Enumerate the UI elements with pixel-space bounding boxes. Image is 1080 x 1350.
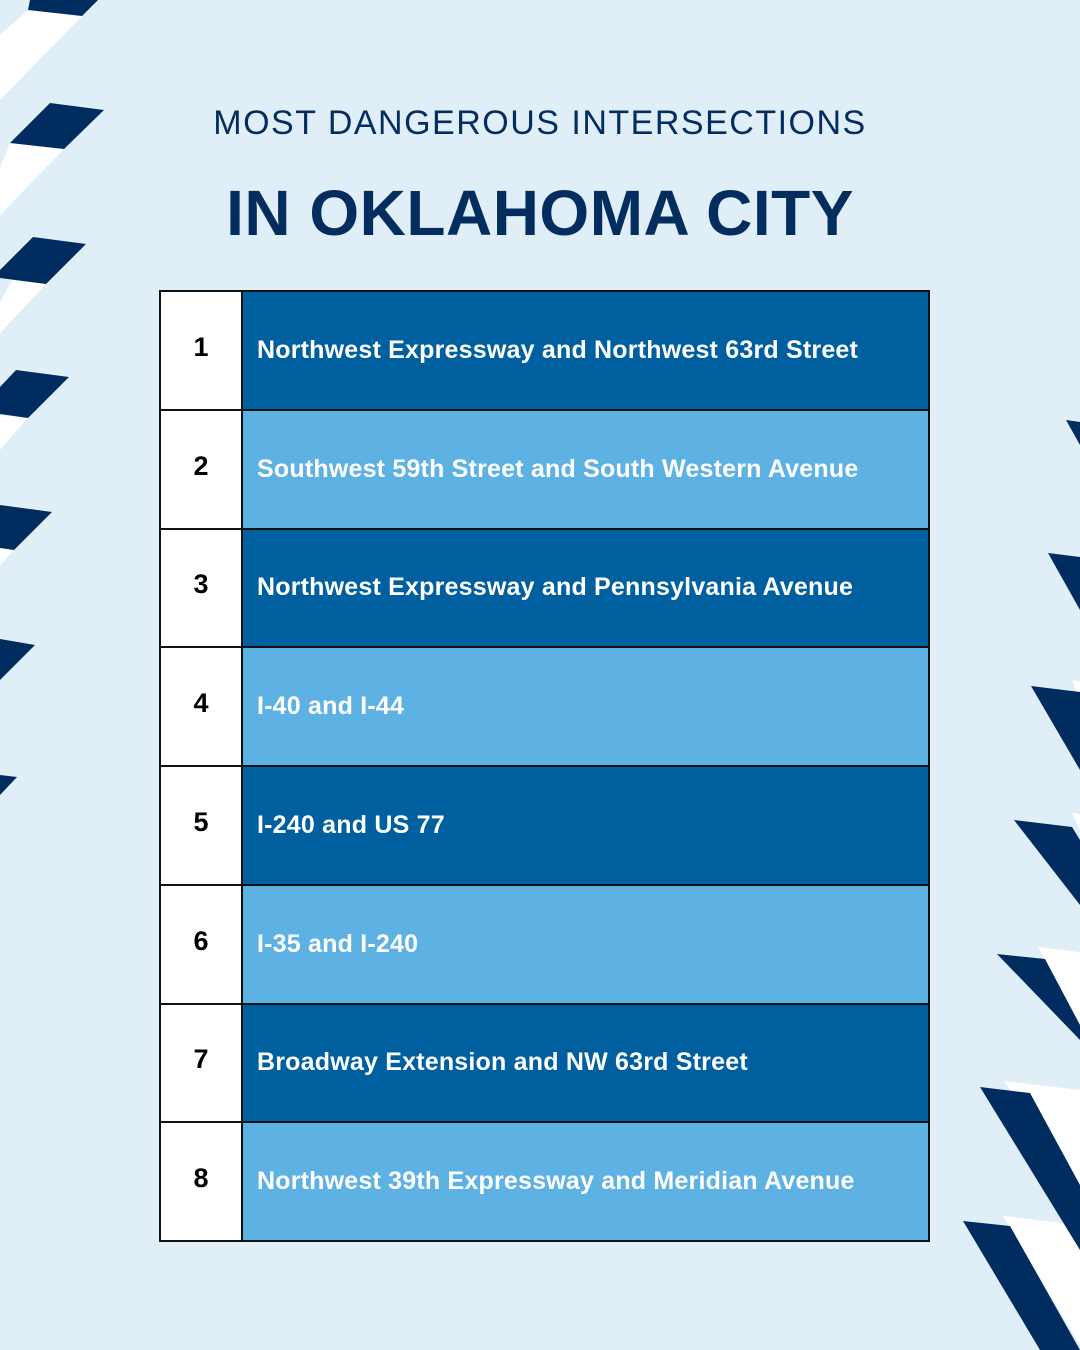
intersection-cell: Northwest 39th Expressway and Meridian Avenue <box>243 1123 928 1240</box>
rank-cell: 7 <box>161 1005 243 1122</box>
page-title: IN OKLAHOMA CITY <box>226 177 854 249</box>
intersections-table <box>159 290 930 1242</box>
rank-cell: 6 <box>161 886 243 1003</box>
table-row <box>161 886 928 1005</box>
table-row <box>161 411 928 530</box>
table-row <box>161 767 928 886</box>
intersection-cell: I-40 and I-44 <box>243 648 928 765</box>
right-stripes-decoration <box>963 420 1080 1350</box>
intersection-cell: Northwest Expressway and Pennsylvania Avenue <box>243 530 928 647</box>
rank-cell: 4 <box>161 648 243 765</box>
rank-cell: 2 <box>161 411 243 528</box>
table-row <box>161 530 928 649</box>
intersection-cell: Northwest Expressway and Northwest 63rd Street <box>243 292 928 409</box>
rank-cell: 1 <box>161 292 243 409</box>
rank-cell: 8 <box>161 1123 243 1240</box>
rank-cell: 5 <box>161 767 243 884</box>
table-row <box>161 292 928 411</box>
intersection-cell: I-35 and I-240 <box>243 886 928 1003</box>
table-row <box>161 1123 928 1240</box>
table-row <box>161 1005 928 1124</box>
intersection-cell: Southwest 59th Street and South Western Avenue <box>243 411 928 528</box>
table-row <box>161 648 928 767</box>
intersection-cell: I-240 and US 77 <box>243 767 928 884</box>
rank-cell: 3 <box>161 530 243 647</box>
intersection-cell: Broadway Extension and NW 63rd Street <box>243 1005 928 1122</box>
page-subtitle: MOST DANGEROUS INTERSECTIONS <box>213 104 867 142</box>
